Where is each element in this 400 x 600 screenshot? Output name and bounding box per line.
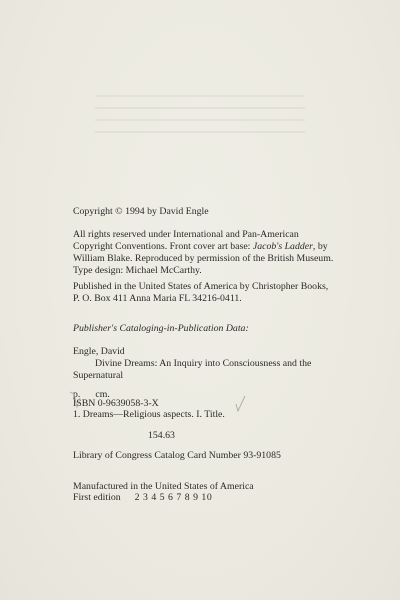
isbn: ISBN 0-9639058-3-X — [73, 398, 159, 409]
lccn-line: Library of Congress Catalog Card Number 93-91085 — [73, 450, 281, 461]
classification-number: 154.63 — [148, 430, 175, 441]
rights-line-1: All rights reserved under International and Pan-American — [73, 229, 299, 240]
rights-line-3: William Blake. Reproduced by permission of the British Museum. — [73, 253, 334, 264]
rights-line-2a: Copyright Conventions. Front cover art base: — [73, 241, 253, 252]
cip-author: Engle, David — [73, 346, 125, 357]
copyright-line: Copyright © 1994 by David Engle — [73, 206, 209, 217]
cip-title-line-2: Supernatural — [73, 370, 124, 381]
published-line-1: Published in the United States of America by Christopher Books, — [73, 281, 329, 292]
cip-subjects: 1. Dreams—Religious aspects. I. Title. — [73, 409, 225, 420]
rights-line-2b: , by — [312, 241, 328, 252]
cip-title-line-1: Divine Dreams: An Inquiry into Consciousness and the — [95, 358, 312, 369]
rights-line-4: Type design: Michael McCarthy. — [73, 265, 202, 276]
pencil-check-2 — [236, 396, 245, 411]
first-edition-label: First edition — [73, 492, 121, 503]
published-line-2: P. O. Box 411 Anna Maria FL 34216-0411. — [73, 293, 242, 304]
manufactured-line: Manufactured in the United States of America — [73, 481, 254, 492]
printing-digits: 2 3 4 5 6 7 8 9 10 — [134, 492, 213, 503]
cover-art-title: Jacob's Ladder — [252, 241, 313, 252]
pencil-check-1 — [70, 392, 80, 407]
cip-heading: Publisher's Cataloging-in-Publication Data: — [73, 323, 249, 334]
cip-p: p. — [73, 389, 81, 400]
cip-cm: cm. — [95, 389, 110, 400]
